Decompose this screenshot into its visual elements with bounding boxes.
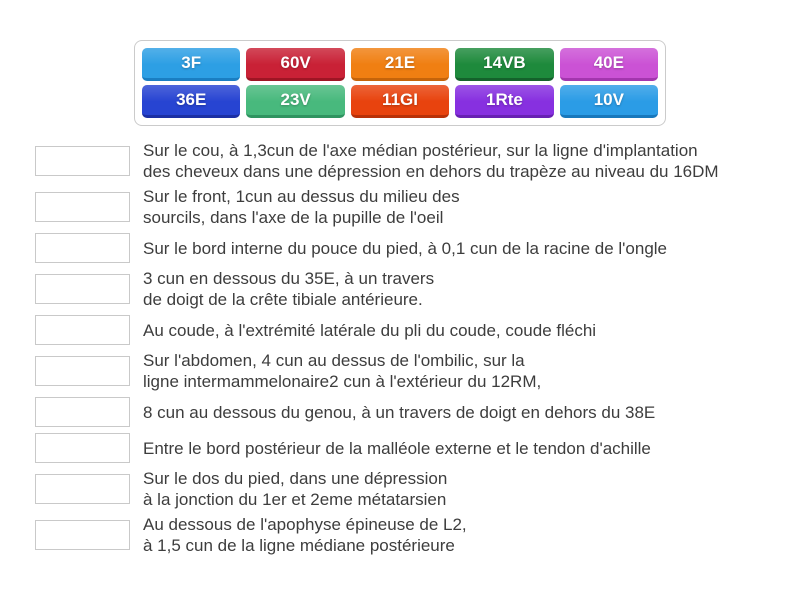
question-line: 8 cun au dessous du genou, à un travers de doigt en dehors du 38E	[143, 402, 656, 422]
question-line: des cheveux dans une dépression en dehors du trapèze au niveau du 16DM	[143, 162, 719, 181]
question-row-3	[35, 232, 780, 264]
tile-1rte[interactable]: 1Rte	[455, 85, 553, 118]
question-row-4	[35, 268, 780, 310]
answer-drop-box-6[interactable]	[35, 356, 130, 386]
question-row-2	[35, 186, 780, 228]
answer-drop-box-7[interactable]	[35, 397, 130, 427]
question-line: de doigt de la crête tibiale antérieure.	[143, 290, 423, 309]
question-text-6	[143, 350, 541, 392]
tile-23v[interactable]: 23V	[246, 85, 344, 118]
question-line: à 1,5 cun de la ligne médiane postérieure	[143, 536, 455, 555]
tile-3f[interactable]: 3F	[142, 48, 240, 81]
question-line: Sur le bord interne du pouce du pied, à 0,1 cun de la racine de l'ongle	[143, 238, 668, 258]
question-text-1	[143, 140, 719, 182]
question-line: Au coude, à l'extrémité latérale du pli du coude, coude fléchi	[143, 320, 597, 340]
question-line: sourcils, dans l'axe de la pupille de l'oeil	[143, 208, 444, 227]
tile-21e[interactable]: 21E	[351, 48, 449, 81]
question-row-10	[35, 514, 780, 556]
question-row-6	[35, 350, 780, 392]
tile-14vb[interactable]: 14VB	[455, 48, 553, 81]
answer-drop-box-5[interactable]	[35, 315, 130, 345]
question-text-8	[143, 438, 651, 459]
question-text-4	[143, 268, 434, 310]
question-line: 3 cun en dessous du 35E, à un travers	[143, 269, 435, 288]
tile-40e[interactable]: 40E	[560, 48, 658, 81]
answer-drop-box-10[interactable]	[35, 520, 130, 550]
answer-tile-panel	[134, 40, 666, 126]
question-line: à la jonction du 1er et 2eme métatarsien	[143, 490, 447, 509]
tile-10v[interactable]: 10V	[560, 85, 658, 118]
question-row-7	[35, 396, 780, 428]
question-text-10	[143, 514, 467, 556]
question-line: Sur le front, 1cun au dessus du milieu des	[143, 187, 460, 206]
question-text-7	[143, 402, 655, 423]
question-line: Entre le bord postérieur de la malléole externe et le tendon d'achille	[143, 438, 651, 458]
tile-row-2	[142, 85, 658, 118]
tile-60v[interactable]: 60V	[246, 48, 344, 81]
question-line: Au dessous de l'apophyse épineuse de L2,	[143, 515, 467, 534]
tile-row-1	[142, 48, 658, 81]
question-row-5	[35, 314, 780, 346]
answer-drop-box-1[interactable]	[35, 146, 130, 176]
question-line: Sur le dos du pied, dans une dépression	[143, 469, 448, 488]
answer-drop-box-8[interactable]	[35, 433, 130, 463]
answer-drop-box-3[interactable]	[35, 233, 130, 263]
question-line: Sur le cou, à 1,3cun de l'axe médian postérieur, sur la ligne d'implantation	[143, 141, 698, 160]
question-text-2	[143, 186, 460, 228]
question-row-8	[35, 432, 780, 464]
answer-drop-box-2[interactable]	[35, 192, 130, 222]
tile-36e[interactable]: 36E	[142, 85, 240, 118]
question-row-1	[35, 140, 780, 182]
question-row-9	[35, 468, 780, 510]
question-list	[35, 140, 780, 560]
tile-11gi[interactable]: 11GI	[351, 85, 449, 118]
question-text-9	[143, 468, 447, 510]
question-text-3	[143, 238, 667, 259]
answer-drop-box-4[interactable]	[35, 274, 130, 304]
question-line: Sur l'abdomen, 4 cun au dessus de l'ombilic, sur la	[143, 351, 525, 370]
answer-drop-box-9[interactable]	[35, 474, 130, 504]
question-text-5	[143, 320, 596, 341]
question-line: ligne intermammelonaire2 cun à l'extérieur du 12RM,	[143, 372, 542, 391]
